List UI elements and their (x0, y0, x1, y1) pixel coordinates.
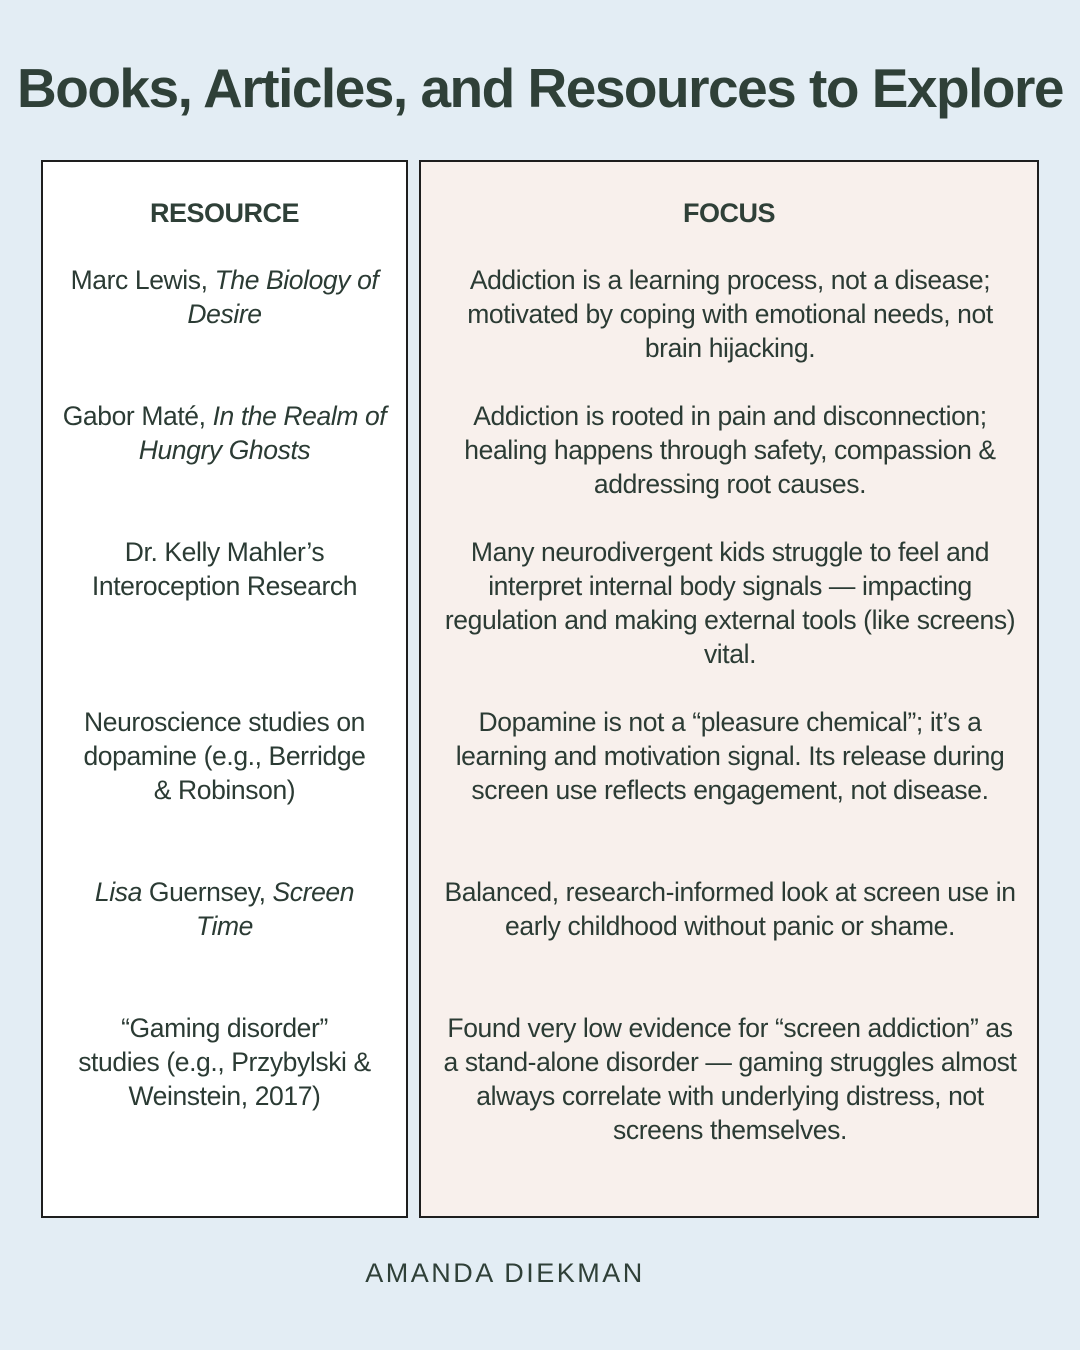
resource-cell: Lisa Guernsey, Screen Time (94, 877, 355, 941)
resource-cell: “Gaming disorder” studies (e.g., Przybylski & Weinstein, 2017) (78, 1013, 371, 1111)
focus-cell: Many neurodivergent kids struggle to feel and interpret internal body signals — impacting regulation and making external tools (like screens) vital. (444, 537, 1016, 669)
focus-cell: Balanced, research-informed look at screen use in early childhood without panic or shame. (444, 877, 1016, 941)
resource-header: RESOURCE (149, 198, 300, 228)
resource-cell: Dr. Kelly Mahler’s Interoception Research (91, 537, 358, 601)
author-credit: AMANDA DIEKMAN (365, 1258, 645, 1288)
page-title: Books, Articles, and Resources to Explore (17, 57, 1063, 119)
resource-cell: Marc Lewis, The Biology of Desire (70, 265, 379, 329)
focus-cell: Addiction is a learning process, not a disease; motivated by coping with emotional needs, not brain hijacking. (467, 265, 993, 363)
resource-cell: Neuroscience studies on dopamine (e.g., Berridge & Robinson) (83, 707, 366, 805)
focus-header: FOCUS (683, 198, 775, 228)
focus-cell: Dopamine is not a “pleasure chemical”; it’s a learning and motivation signal. Its release during screen use reflects engagement, not disease. (455, 707, 1005, 805)
focus-cell: Found very low evidence for “screen addiction” as a stand-alone disorder — gaming struggles almost always correlate with underlying distress, not screens themselves. (443, 1013, 1017, 1145)
resource-cell: Gabor Maté, In the Realm of Hungry Ghosts (62, 401, 387, 465)
focus-cell: Addiction is rooted in pain and disconnection; healing happens through safety, compassion & addressing root causes. (464, 401, 996, 499)
